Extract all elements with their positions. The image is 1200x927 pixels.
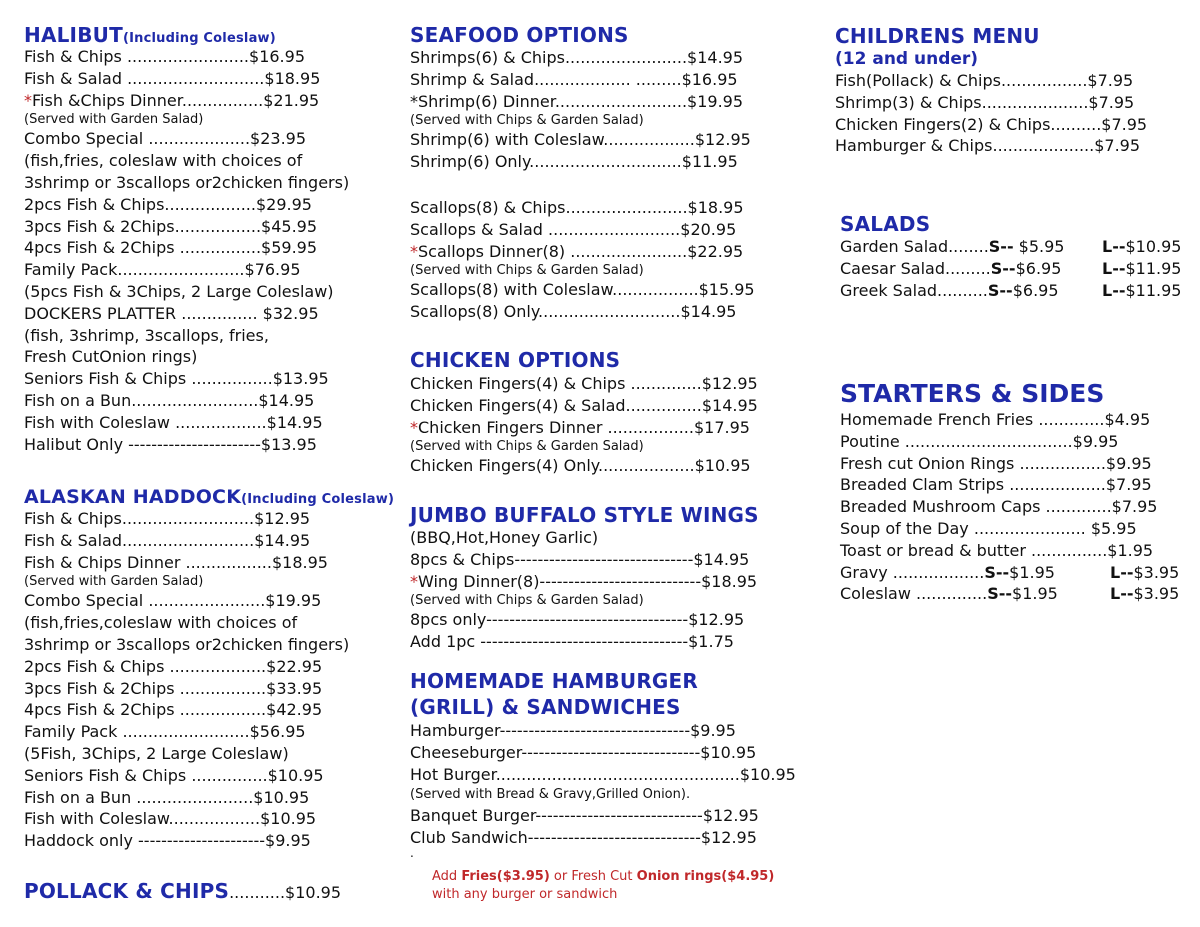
menu-item: Hamburger & Chips....................$7.95 [835,136,1141,156]
dinner-asterisk: * [410,417,418,437]
side-row [840,583,1200,605]
menu-item-text: Scallops Dinner(8) .......................$22.95 [418,241,744,261]
addon-note-onion-rings: Onion rings($4.95) [636,869,775,884]
pollack-price: ...........$10.95 [229,883,342,902]
menu-item-text: Wing Dinner(8)----------------------------$18.95 [418,571,758,591]
salad-name: Caesar Salad......... [840,258,991,278]
salad-row [840,280,1200,302]
menu-item: Fish on a Bun .......................$10.95 [24,787,310,807]
menu-item: Shrimp(6) with Coleslaw..................$12.95 [410,130,751,150]
addon-note-line2: with any burger or sandwich [432,887,618,902]
pollack-line [24,878,394,904]
menu-item: *Shrimp(6) Dinner..........................$19.95 [410,91,744,111]
menu-item: Seniors Fish & Chips ................$13.95 [24,369,329,389]
menu-item: Breaded Mushroom Caps .............$7.95 [840,497,1158,517]
section-heading [24,486,394,508]
menu-item: Hot Burger................................................$10.95 [410,764,796,784]
menu-item: Fish with Coleslaw..................$10.95 [24,809,317,829]
menu-item: Fresh cut Onion Rings .................$9.95 [840,453,1152,473]
menu-item: 2pcs Fish & Chips..................$29.95 [24,194,312,214]
large-label: L-- [1102,258,1126,278]
kids-heading: CHILDRENS MENU [835,24,1040,48]
menu-item-note: (Served with Garden Salad) [24,112,204,128]
menu-item: 4pcs Fish & 2Chips .................$42.95 [24,700,323,720]
menu-item: Banquet Burger-----------------------------$12.95 [410,806,759,826]
menu-item: Fish(Pollack) & Chips.................$7.95 [835,71,1134,90]
small-price: $1.95 [1009,562,1055,582]
menu-item: 2pcs Fish & Chips ...................$22.95 [24,656,323,676]
menu-item [410,417,805,439]
menu-item-note: (Served with Chips & Garden Salad) [410,263,644,279]
menu-item: Fish & Chips ........................$16.95 [24,47,305,66]
side-name: Coleslaw .............. [840,584,988,604]
menu-item: Shrimps(6) & Chips........................$14.95 [410,48,744,67]
addon-note-line1 [432,868,827,886]
menu-item-description: 3shrimp or 3scallops or2chicken fingers) [24,634,350,654]
menu-item-description: (fish, 3shrimp, 3scallops, fries, [24,325,269,345]
menu-item-description: (fish,fries, coleslaw with choices of [24,151,303,171]
addon-note-fries: Fries($3.95) [461,869,550,884]
menu-item: Fish & Salad..........................$14.95 [24,530,311,550]
large-price: $11.95 [1125,258,1182,278]
stray-dot: . [410,845,414,860]
menu-item: 3pcs Fish & 2Chips .................$33.95 [24,678,323,698]
menu-item [24,90,394,112]
dinner-asterisk: * [410,241,418,261]
salad-row [840,236,1200,258]
small-price: $6.95 [1015,258,1062,278]
menu-item: Seniors Fish & Chips ...............$10.95 [24,765,324,785]
menu-item: Shrimp(3) & Chips.....................$7.95 [835,92,1135,112]
menu-item-note: (Served with Chips & Garden Salad) [410,113,644,129]
wings-heading: JUMBO BUFFALO STYLE WINGS [410,503,759,527]
menu-item: Chicken Fingers(4) & Chips ..............$12.95 [410,374,758,393]
addon-note-add: Add [432,869,462,884]
menu-item-description: Fresh CutOnion rings) [24,347,198,367]
menu-item: Shrimp(6) Only..............................$11.95 [410,152,738,172]
menu-item: Chicken Fingers(4) Only...................$10.95 [410,456,751,476]
burgers-heading-line2: (GRILL) & SANDWICHES [410,695,681,719]
haddock-section [24,486,394,852]
large-price: $3.95 [1133,584,1180,604]
small-price: $1.95 [1012,584,1058,604]
large-label: L-- [1110,562,1134,582]
menu-item-note: (Served with Chips & Garden Salad) [410,439,644,455]
kids-subheading: (12 and under) [835,49,979,69]
halibut-section [24,24,394,455]
salad-row [840,258,1200,280]
menu-item: Fish & Salad ...........................$18.95 [24,68,321,88]
menu-item: Haddock only ----------------------$9.95 [24,831,311,851]
menu-item: Chicken Fingers(4) & Salad...............$14.95 [410,395,758,415]
menu-item: Combo Special ....................$23.95 [24,129,307,149]
seafood-heading: SEAFOOD OPTIONS [410,23,629,47]
menu-item [410,571,805,593]
burgers-heading-line1: HOMEMADE HAMBURGER [410,669,698,693]
small-label: S-- [988,237,1014,256]
side-row [840,562,1200,584]
halibut-heading-note: (Including Coleslaw) [122,31,276,46]
dinner-asterisk: * [410,571,418,591]
large-label: L-- [1102,280,1126,300]
menu-item: Scallops(8) & Chips........................$18.95 [410,198,744,217]
menu-item: Cheeseburger-------------------------------$10.95 [410,742,757,762]
menu-item-text: Fish &Chips Dinner................$21.95 [32,90,320,110]
scallops-group [410,197,805,323]
kids-section [835,25,1195,157]
small-price: $5.95 [1013,237,1065,256]
wings-flavours: (BBQ,Hot,Honey Garlic) [410,528,599,547]
chicken-heading: CHICKEN OPTIONS [410,348,621,372]
menu-item-description: (fish,fries,coleslaw with choices of [24,613,298,633]
pollack-section [24,878,394,904]
menu-item-note: (Served with Chips & Garden Salad) [410,593,644,609]
menu-item [410,241,805,263]
menu-item: Shrimp & Salad................... .........$16.95 [410,69,738,89]
menu-item: DOCKERS PLATTER ............... $32.95 [24,303,319,323]
pollack-heading: POLLACK & CHIPS [24,879,230,903]
menu-item: Combo Special .......................$19.95 [24,591,322,611]
menu-item-description: 3shrimp or 3scallops or2chicken fingers) [24,172,350,192]
menu-item: Club Sandwich------------------------------$12.95 [410,828,757,848]
menu-item: Add 1pc ------------------------------------$1.75 [410,632,734,652]
menu-item: 8pcs & Chips-------------------------------$14.95 [410,549,750,569]
menu-item: Toast or bread & butter ...............$1.95 [840,540,1154,560]
menu-item: 8pcs only-----------------------------------$12.95 [410,610,745,630]
small-label: S-- [984,562,1010,582]
dinner-asterisk: * [24,90,32,110]
menu-item-note: (Served with Garden Salad) [24,574,204,590]
menu-item: Fish & Chips Dinner .................$18.95 [24,552,328,572]
small-label: S-- [990,258,1016,278]
salads-heading: SALADS [840,212,931,236]
starters-section [840,379,1200,605]
menu-item: Scallops(8) Only............................$14.95 [410,302,737,322]
small-label: S-- [987,280,1013,300]
menu-item-description: (5Fish, 3Chips, 2 Large Coleslaw) [24,743,289,763]
large-price: $3.95 [1133,562,1180,582]
menu-item: Soup of the Day ...................... $5.95 [840,518,1137,538]
wings-section [410,503,805,653]
salad-name: Garden Salad........ [840,237,989,256]
menu-item: Scallops & Salad ..........................$20.95 [410,219,737,239]
seafood-section [410,24,805,173]
salads-section [840,212,1200,301]
burgers-section [410,668,805,860]
menu-item: 3pcs Fish & 2Chips.................$45.95 [24,216,318,236]
section-heading [24,24,394,46]
menu-item: Fish on a Bun.........................$14.95 [24,390,315,410]
menu-item: Poutine .................................$9.95 [840,431,1119,451]
small-label: S-- [987,584,1013,604]
menu-item: Hamburger---------------------------------$9.95 [410,721,736,740]
menu-item: Chicken Fingers(2) & Chips..........$7.95 [835,114,1148,134]
side-name: Gravy .................. [840,562,985,582]
menu-item: Breaded Clam Strips ...................$7.95 [840,475,1152,495]
menu-item: Fish & Chips..........................$12.95 [24,509,311,528]
menu-item: Fish with Coleslaw ..................$14.95 [24,412,323,432]
large-price: $10.95 [1125,237,1182,256]
chicken-section [410,348,805,477]
salad-name: Greek Salad.......... [840,280,988,300]
haddock-heading-note: (Including Coleslaw) [241,492,395,507]
small-price: $6.95 [1012,280,1059,300]
starters-heading: STARTERS & SIDES [840,379,1105,408]
menu-item: Family Pack.........................$76.95 [24,260,301,280]
large-label: L-- [1102,237,1126,256]
haddock-heading: ALASKAN HADDOCK [24,486,242,508]
menu-item: Family Pack .........................$56.95 [24,722,306,742]
burgers-addon-note [432,868,827,904]
addon-note-or: or Fresh Cut [549,869,637,884]
menu-item-text: Chicken Fingers Dinner .................$17.95 [418,417,750,437]
menu-item-description: (5pcs Fish & 3Chips, 2 Large Coleslaw) [24,281,334,301]
menu-item-note: (Served with Bread & Gravy,Grilled Onion). [410,787,691,803]
large-price: $11.95 [1125,280,1182,300]
menu-item: 4pcs Fish & 2Chips ................$59.95 [24,238,318,258]
menu-item: Homemade French Fries .............$4.95 [840,410,1151,429]
halibut-heading: HALIBUT [24,23,123,47]
large-label: L-- [1110,584,1134,604]
menu-item: Halibut Only -----------------------$13.95 [24,434,317,454]
menu-item: Scallops(8) with Coleslaw.................$15.95 [410,280,755,300]
